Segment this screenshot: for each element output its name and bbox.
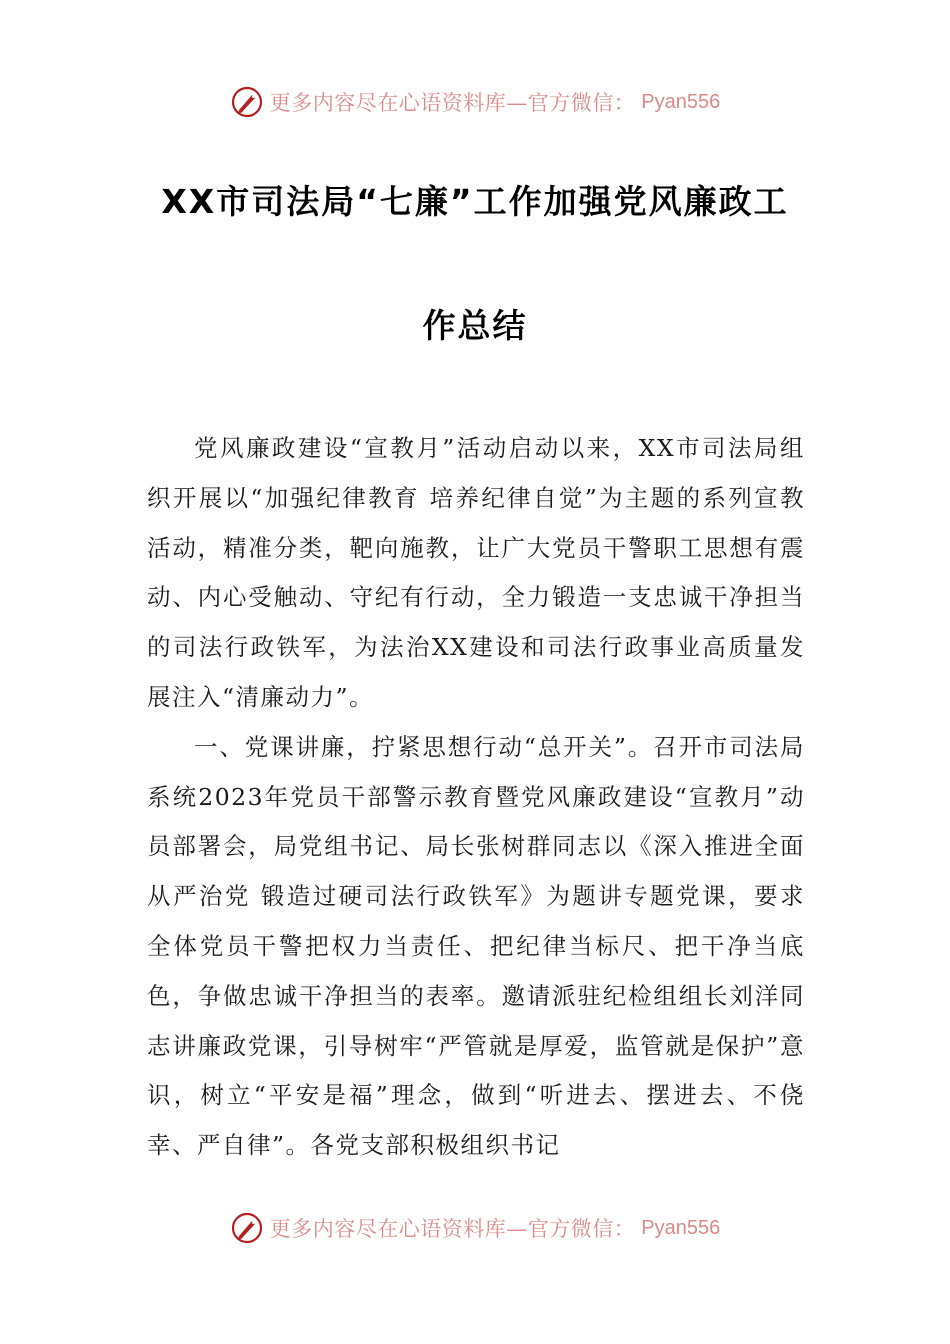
paragraph-intro: 党风廉政建设“宣教月”活动启动以来，XX市司法局组织开展以“加强纪律教育 培养纪律自觉”为主题的系列宣教活动，精准分类，靶向施教，让广大党员干警职工思想有震动、内心受触动、守纪有行动，全力锻造一支忠诚干净担当的司法行政铁军，为法治XX建设和司法行政事业高质量发展注入“清廉动力”。 — [147, 434, 805, 711]
watermark-header — [0, 82, 950, 122]
paragraph-section-1: 一、党课讲廉，拧紧思想行动“总开关”。召开市司法局系统2023年党员干部警示教育暨党风廉政建设“宣教月”动员部署会，局党组书记、局长张树群同志以《深入推进全面从严治党 锻造过硬司法行政铁军》为题讲专题党课，要求全体党员干警把权力当责任、把纪律当标尺、把干净当底色，争做忠诚干净担当的表率。邀请派驻纪检组组长刘洋同志讲廉政党课，引导树牢“严管就是厚爱，监管就是保护”意识，树立“平安是福”理念，做到“听进去、摆进去、不侥幸、严自律”。各党支部积极组织书记 — [147, 732, 805, 1160]
watermark-footer — [0, 1208, 950, 1248]
document-title-line-2: 作总结 — [422, 306, 528, 345]
watermark-text: 更多内容尽在心语资料库—官方微信： — [269, 1217, 636, 1241]
pen-nib-circle-icon — [230, 85, 264, 119]
watermark-text: 更多内容尽在心语资料库—官方微信： — [269, 91, 636, 115]
watermark-wechat-id: Pyan556 — [641, 90, 721, 113]
pen-nib-circle-icon — [230, 1211, 264, 1245]
document-title-line-1: XX市司法局“七廉”工作加强党风廉政工 — [161, 182, 789, 221]
watermark-wechat-id: Pyan556 — [641, 1216, 721, 1239]
document-body — [147, 424, 805, 1171]
